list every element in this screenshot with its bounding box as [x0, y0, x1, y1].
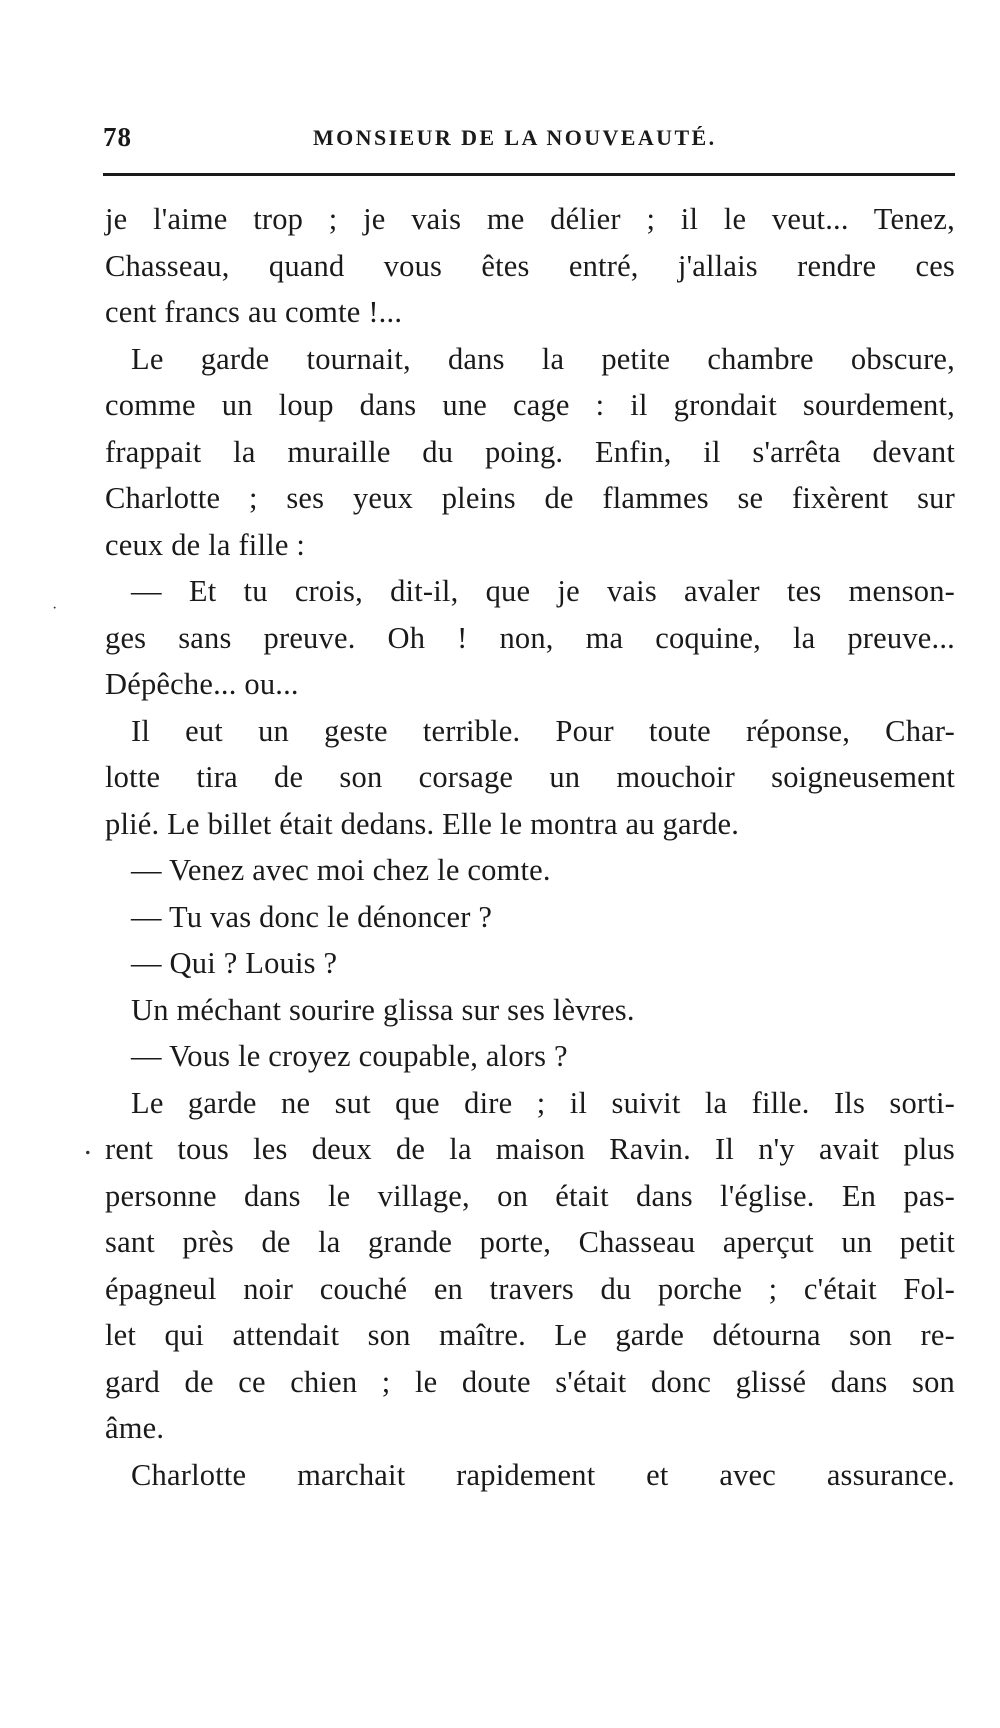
text-line: frappait la muraille du poing. Enfin, il s'arrêta devant: [105, 434, 955, 469]
text-line: comme un loup dans une cage : il grondait sourdement,: [105, 388, 955, 422]
text-line: lotte tira de son corsage un mouchoir soigneusement: [105, 760, 955, 794]
text-line: sant près de la grande porte, Chasseau aperçut un petit: [105, 1225, 955, 1259]
text-line: gard de ce chien ; le doute s'était donc glissé dans son: [105, 1364, 955, 1399]
text-line: Il eut un geste terrible. Pour toute réponse, Char-: [131, 713, 955, 748]
text-line: Le garde ne sut que dire ; il suivit la fille. Ils sorti-: [131, 1085, 955, 1120]
page-header: [103, 116, 955, 156]
text-line: Chasseau, quand vous êtes entré, j'allais rendre ces: [105, 248, 955, 283]
text-line: plié. Le billet était dedans. Elle le montra au garde.: [105, 806, 740, 841]
text-line: Le garde tournait, dans la petite chambre obscure,: [131, 341, 955, 376]
text-line: je l'aime trop ; je vais me délier ; il le veut... Tenez,: [105, 202, 955, 236]
text-line: ges sans preuve. Oh ! non, ma coquine, la preuve...: [105, 620, 955, 655]
text-line: âme.: [105, 1411, 165, 1445]
text-line: rent tous les deux de la maison Ravin. Il n'y avait plus: [105, 1132, 955, 1166]
text-line: ceux de la fille :: [105, 527, 306, 562]
text-line: Dépêche... ou...: [105, 667, 299, 701]
text-line: Un méchant sourire glissa sur ses lèvres.: [131, 992, 635, 1027]
text-line: — Vous le croyez coupable, alors ?: [131, 1039, 568, 1073]
text-line: — Venez avec moi chez le comte.: [131, 853, 551, 887]
text-line: let qui attendait son maître. Le garde détourna son re-: [105, 1318, 955, 1352]
header-rule: [103, 173, 955, 176]
margin-dot: .: [84, 1128, 92, 1161]
margin-dot: ·: [52, 600, 58, 617]
page-number: 78: [103, 122, 132, 152]
text-line: Charlotte marchait rapidement et avec assurance.: [131, 1457, 955, 1492]
text-line: personne dans le village, on était dans l'église. En pas-: [105, 1178, 955, 1213]
text-line: cent francs au comte !...: [105, 295, 403, 329]
text-line: — Et tu crois, dit-il, que je vais avaler tes menson-: [131, 574, 955, 608]
text-line: Charlotte ; ses yeux pleins de flammes se fixèrent sur: [105, 481, 955, 515]
running-title: MONSIEUR DE LA NOUVEAUTÉ.: [313, 125, 717, 150]
text-line: — Qui ? Louis ?: [131, 946, 338, 980]
text-line: épagneul noir couché en travers du porche ; c'était Fol-: [105, 1271, 955, 1306]
body-text: [105, 196, 955, 1498]
text-line: — Tu vas donc le dénoncer ?: [131, 899, 493, 934]
